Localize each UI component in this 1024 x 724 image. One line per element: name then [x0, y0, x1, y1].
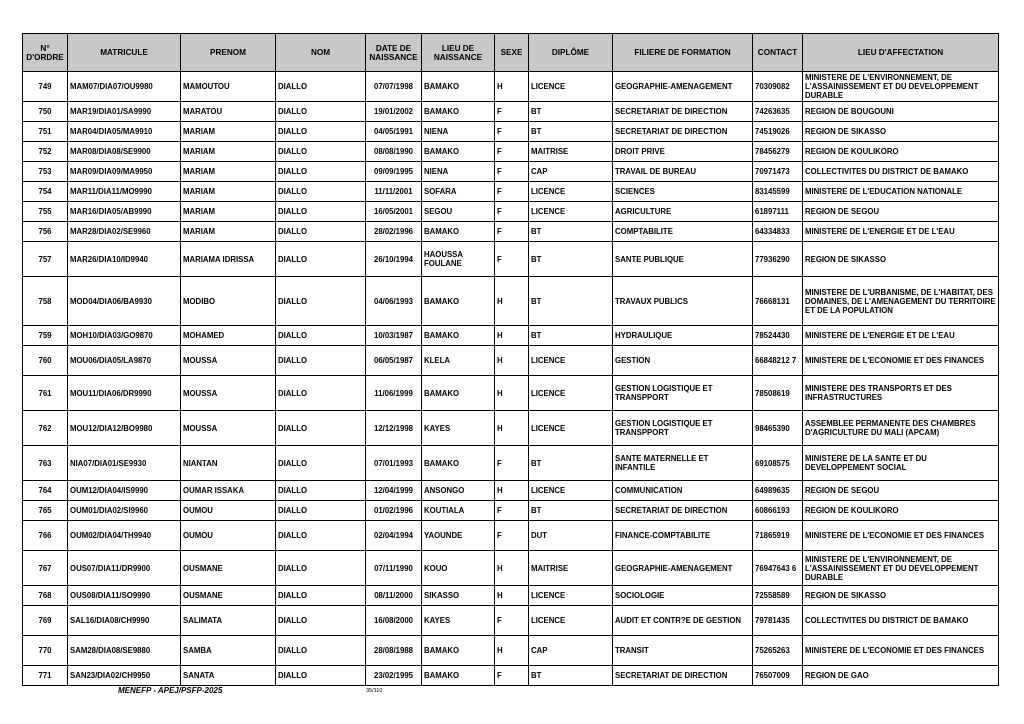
cell-sex: H: [495, 551, 529, 586]
header-prenom: PRENOM: [181, 34, 276, 72]
cell-order: 760: [23, 346, 68, 376]
cell-prenom: SALIMATA: [181, 606, 276, 636]
cell-birth-date: 12/12/1998: [366, 411, 422, 446]
cell-matricule: MOU06/DIA05/LA9870: [68, 346, 181, 376]
cell-sex: H: [495, 72, 529, 102]
header-diploma: DIPLÔME: [529, 34, 613, 72]
cell-contact: 66848212 7: [753, 346, 803, 376]
cell-assignment-place: MINISTERE DE L'ENVIRONNEMENT, DE L'ASSAINISSEMENT ET DU DEVELOPPEMENT DURABLE: [803, 72, 999, 102]
cell-sex: H: [495, 586, 529, 606]
cell-nom: DIALLO: [276, 606, 366, 636]
cell-sex: H: [495, 326, 529, 346]
cell-sex: F: [495, 142, 529, 162]
cell-contact: 83145599: [753, 182, 803, 202]
cell-matricule: OUM02/DIA04/TH9940: [68, 521, 181, 551]
cell-diploma: LICENCE: [529, 411, 613, 446]
cell-diploma: LICENCE: [529, 606, 613, 636]
cell-training-field: DROIT PRIVE: [613, 142, 753, 162]
table-row: [23, 666, 999, 686]
cell-prenom: OUSMANE: [181, 551, 276, 586]
cell-diploma: LICENCE: [529, 72, 613, 102]
cell-prenom: MARIAMA IDRISSA: [181, 242, 276, 277]
cell-order: 766: [23, 521, 68, 551]
cell-matricule: SAM28/DIA08/SE9880: [68, 636, 181, 666]
cell-training-field: COMPTABILITE: [613, 222, 753, 242]
cell-contact: 72558589: [753, 586, 803, 606]
table-row: [23, 606, 999, 636]
cell-sex: F: [495, 606, 529, 636]
cell-sex: F: [495, 501, 529, 521]
cell-training-field: HYDRAULIQUE: [613, 326, 753, 346]
cell-assignment-place: MINISTERE DE L'ECONOMIE ET DES FINANCES: [803, 636, 999, 666]
cell-nom: DIALLO: [276, 481, 366, 501]
cell-training-field: SOCIOLOGIE: [613, 586, 753, 606]
cell-birth-place: KAYES: [422, 411, 495, 446]
cell-training-field: AGRICULTURE: [613, 202, 753, 222]
cell-diploma: BT: [529, 222, 613, 242]
table-row: [23, 586, 999, 606]
cell-assignment-place: MINISTERE DE L'ECONOMIE ET DES FINANCES: [803, 521, 999, 551]
table-row: [23, 446, 999, 481]
cell-training-field: GEOGRAPHIE-AMENAGEMENT: [613, 72, 753, 102]
header-matricule: MATRICULE: [68, 34, 181, 72]
cell-matricule: OUM01/DIA02/SI9960: [68, 501, 181, 521]
table-row: [23, 521, 999, 551]
cell-sex: F: [495, 182, 529, 202]
cell-nom: DIALLO: [276, 182, 366, 202]
cell-nom: DIALLO: [276, 326, 366, 346]
cell-birth-place: BAMAKO: [422, 376, 495, 411]
cell-assignment-place: MINISTERE DE L'EDUCATION NATIONALE: [803, 182, 999, 202]
table-row: [23, 346, 999, 376]
cell-prenom: MARIAM: [181, 182, 276, 202]
cell-birth-date: 04/06/1993: [366, 277, 422, 326]
cell-sex: F: [495, 242, 529, 277]
cell-order: 767: [23, 551, 68, 586]
table-body: [23, 72, 999, 686]
cell-contact: 78508619: [753, 376, 803, 411]
cell-matricule: OUS08/DIA11/SO9990: [68, 586, 181, 606]
cell-training-field: TRAVAUX PUBLICS: [613, 277, 753, 326]
cell-matricule: MAR28/DIA02/SE9960: [68, 222, 181, 242]
cell-contact: 77936290: [753, 242, 803, 277]
cell-birth-place: BAMAKO: [422, 666, 495, 686]
cell-matricule: MOH10/DIA03/GO9870: [68, 326, 181, 346]
cell-prenom: MARIAM: [181, 122, 276, 142]
cell-nom: DIALLO: [276, 72, 366, 102]
cell-diploma: MAITRISE: [529, 142, 613, 162]
cell-assignment-place: REGION DE SEGOU: [803, 481, 999, 501]
header-nom: NOM: [276, 34, 366, 72]
cell-birth-place: BAMAKO: [422, 326, 495, 346]
cell-sex: H: [495, 636, 529, 666]
cell-diploma: LICENCE: [529, 346, 613, 376]
cell-matricule: MOU11/DIA06/DR9990: [68, 376, 181, 411]
table-row: [23, 242, 999, 277]
cell-assignment-place: REGION DE BOUGOUNI: [803, 102, 999, 122]
cell-contact: 64334833: [753, 222, 803, 242]
cell-birth-date: 28/02/1996: [366, 222, 422, 242]
cell-matricule: MOU12/DIA12/BO9980: [68, 411, 181, 446]
cell-assignment-place: REGION DE KOULIKORO: [803, 142, 999, 162]
cell-birth-place: SIKASSO: [422, 586, 495, 606]
cell-contact: 74519026: [753, 122, 803, 142]
cell-order: 750: [23, 102, 68, 122]
cell-contact: 64989635: [753, 481, 803, 501]
cell-diploma: BT: [529, 102, 613, 122]
cell-training-field: SECRETARIAT DE DIRECTION: [613, 122, 753, 142]
cell-assignment-place: REGION DE GAO: [803, 666, 999, 686]
cell-birth-date: 11/06/1999: [366, 376, 422, 411]
cell-birth-date: 28/08/1988: [366, 636, 422, 666]
header-birth-place: LIEU DE NAISSANCE: [422, 34, 495, 72]
assignment-table-sheet: [22, 33, 998, 686]
cell-order: 753: [23, 162, 68, 182]
cell-diploma: BT: [529, 666, 613, 686]
cell-contact: 70971473: [753, 162, 803, 182]
cell-order: 770: [23, 636, 68, 666]
cell-contact: 60866193: [753, 501, 803, 521]
cell-assignment-place: MINISTERE DE LA SANTE ET DU DEVELOPPEMENT SOCIAL: [803, 446, 999, 481]
cell-birth-place: BAMAKO: [422, 72, 495, 102]
cell-order: 763: [23, 446, 68, 481]
cell-sex: H: [495, 346, 529, 376]
cell-prenom: MARIAM: [181, 202, 276, 222]
cell-diploma: LICENCE: [529, 586, 613, 606]
cell-diploma: BT: [529, 446, 613, 481]
cell-prenom: MARIAM: [181, 142, 276, 162]
cell-diploma: BT: [529, 326, 613, 346]
table-row: [23, 277, 999, 326]
cell-order: 765: [23, 501, 68, 521]
cell-training-field: GEOGRAPHIE-AMENAGEMENT: [613, 551, 753, 586]
cell-assignment-place: MINISTERE DE L'ECONOMIE ET DES FINANCES: [803, 346, 999, 376]
table-row: [23, 636, 999, 666]
cell-nom: DIALLO: [276, 636, 366, 666]
cell-contact: 76947643 6: [753, 551, 803, 586]
cell-training-field: AUDIT ET CONTR?E DE GESTION: [613, 606, 753, 636]
cell-training-field: TRANSIT: [613, 636, 753, 666]
cell-assignment-place: COLLECTIVITES DU DISTRICT DE BAMAKO: [803, 162, 999, 182]
cell-assignment-place: MINISTERE DE L'ENERGIE ET DE L'EAU: [803, 222, 999, 242]
cell-prenom: NIANTAN: [181, 446, 276, 481]
table-row: [23, 202, 999, 222]
cell-order: 759: [23, 326, 68, 346]
table-row: [23, 376, 999, 411]
cell-birth-date: 04/05/1991: [366, 122, 422, 142]
cell-prenom: MAMOUTOU: [181, 72, 276, 102]
cell-assignment-place: ASSEMBLEE PERMANENTE DES CHAMBRES D'AGRICULTURE DU MALI (APCAM): [803, 411, 999, 446]
cell-matricule: MAR26/DIA10/ID9940: [68, 242, 181, 277]
cell-order: 751: [23, 122, 68, 142]
cell-birth-place: SEGOU: [422, 202, 495, 222]
cell-order: 752: [23, 142, 68, 162]
cell-nom: DIALLO: [276, 551, 366, 586]
cell-sex: F: [495, 202, 529, 222]
header-training-field: FILIERE DE FORMATION: [613, 34, 753, 72]
cell-sex: H: [495, 481, 529, 501]
cell-birth-date: 26/10/1994: [366, 242, 422, 277]
cell-order: 755: [23, 202, 68, 222]
cell-training-field: GESTION: [613, 346, 753, 376]
cell-prenom: OUMOU: [181, 501, 276, 521]
cell-diploma: BT: [529, 277, 613, 326]
cell-assignment-place: MINISTERE DE L'ENERGIE ET DE L'EAU: [803, 326, 999, 346]
cell-birth-place: BAMAKO: [422, 222, 495, 242]
table-row: [23, 182, 999, 202]
cell-sex: F: [495, 446, 529, 481]
table-row: [23, 326, 999, 346]
cell-prenom: SAMBA: [181, 636, 276, 666]
cell-birth-place: YAOUNDE: [422, 521, 495, 551]
cell-nom: DIALLO: [276, 277, 366, 326]
cell-contact: 70309082: [753, 72, 803, 102]
cell-nom: DIALLO: [276, 411, 366, 446]
cell-assignment-place: COLLECTIVITES DU DISTRICT DE BAMAKO: [803, 606, 999, 636]
cell-nom: DIALLO: [276, 142, 366, 162]
cell-assignment-place: MINISTERE DES TRANSPORTS ET DES INFRASTRUCTURES: [803, 376, 999, 411]
cell-contact: 78524430: [753, 326, 803, 346]
cell-assignment-place: REGION DE SIKASSO: [803, 586, 999, 606]
cell-assignment-place: MINISTERE DE L'URBANISME, DE L'HABITAT, DES DOMAINES, DE L'AMENAGEMENT DU TERRITOIRE ET DE LA POPULATION: [803, 277, 999, 326]
cell-order: 757: [23, 242, 68, 277]
cell-birth-date: 07/01/1993: [366, 446, 422, 481]
cell-training-field: SECRETARIAT DE DIRECTION: [613, 501, 753, 521]
cell-prenom: OUMAR ISSAKA: [181, 481, 276, 501]
cell-birth-place: NIENA: [422, 162, 495, 182]
cell-nom: DIALLO: [276, 242, 366, 277]
cell-training-field: FINANCE-COMPTABILITE: [613, 521, 753, 551]
page-number: 35/110: [366, 688, 383, 694]
cell-birth-date: 11/11/2001: [366, 182, 422, 202]
cell-diploma: BT: [529, 501, 613, 521]
cell-prenom: OUSMANE: [181, 586, 276, 606]
cell-nom: DIALLO: [276, 102, 366, 122]
cell-birth-place: KLELA: [422, 346, 495, 376]
cell-matricule: MAR04/DIA05/MA9910: [68, 122, 181, 142]
cell-birth-date: 16/05/2001: [366, 202, 422, 222]
cell-matricule: OUS07/DIA11/DR9900: [68, 551, 181, 586]
cell-diploma: BT: [529, 122, 613, 142]
cell-sex: H: [495, 376, 529, 411]
cell-nom: DIALLO: [276, 666, 366, 686]
table-row: [23, 222, 999, 242]
cell-prenom: MARATOU: [181, 102, 276, 122]
cell-birth-place: SOFARA: [422, 182, 495, 202]
cell-matricule: SAL16/DIA08/CH9990: [68, 606, 181, 636]
cell-diploma: DUT: [529, 521, 613, 551]
table-row: [23, 162, 999, 182]
cell-birth-place: NIENA: [422, 122, 495, 142]
cell-nom: DIALLO: [276, 501, 366, 521]
cell-order: 764: [23, 481, 68, 501]
cell-diploma: BT: [529, 242, 613, 277]
cell-diploma: CAP: [529, 636, 613, 666]
cell-birth-date: 07/07/1998: [366, 72, 422, 102]
table-row: [23, 122, 999, 142]
cell-birth-place: KOUO: [422, 551, 495, 586]
cell-prenom: SANATA: [181, 666, 276, 686]
header-assignment-place: LIEU D'AFFECTATION: [803, 34, 999, 72]
cell-prenom: MARIAM: [181, 222, 276, 242]
cell-training-field: COMMUNICATION: [613, 481, 753, 501]
cell-birth-place: KAYES: [422, 606, 495, 636]
cell-diploma: LICENCE: [529, 376, 613, 411]
header-birth-date: DATE DE NAISSANCE: [366, 34, 422, 72]
cell-nom: DIALLO: [276, 376, 366, 411]
cell-training-field: GESTION LOGISTIQUE ET TRANSPPORT: [613, 376, 753, 411]
cell-birth-date: 06/05/1987: [366, 346, 422, 376]
cell-order: 756: [23, 222, 68, 242]
cell-nom: DIALLO: [276, 162, 366, 182]
cell-order: 758: [23, 277, 68, 326]
cell-order: 771: [23, 666, 68, 686]
table-row: [23, 551, 999, 586]
cell-matricule: MAR19/DIA01/SA9990: [68, 102, 181, 122]
cell-birth-date: 02/04/1994: [366, 521, 422, 551]
cell-birth-place: BAMAKO: [422, 446, 495, 481]
cell-nom: DIALLO: [276, 521, 366, 551]
assignment-table: [22, 33, 999, 686]
cell-training-field: SANTE MATERNELLE ET INFANTILE: [613, 446, 753, 481]
cell-contact: 79781435: [753, 606, 803, 636]
cell-diploma: LICENCE: [529, 182, 613, 202]
cell-nom: DIALLO: [276, 202, 366, 222]
cell-contact: 76668131: [753, 277, 803, 326]
cell-birth-place: BAMAKO: [422, 142, 495, 162]
cell-matricule: OUM12/DIA04/IS9990: [68, 481, 181, 501]
cell-birth-date: 16/08/2000: [366, 606, 422, 636]
cell-sex: F: [495, 122, 529, 142]
cell-contact: 78456279: [753, 142, 803, 162]
cell-birth-date: 23/02/1995: [366, 666, 422, 686]
cell-birth-date: 08/11/2000: [366, 586, 422, 606]
cell-birth-place: BAMAKO: [422, 277, 495, 326]
table-row: [23, 481, 999, 501]
cell-matricule: MAR11/DIA11/MO9990: [68, 182, 181, 202]
cell-nom: DIALLO: [276, 122, 366, 142]
cell-assignment-place: REGION DE SEGOU: [803, 202, 999, 222]
cell-matricule: SAN23/DIA02/CH9950: [68, 666, 181, 686]
cell-birth-date: 10/03/1987: [366, 326, 422, 346]
cell-nom: DIALLO: [276, 586, 366, 606]
table-row: [23, 142, 999, 162]
cell-sex: F: [495, 521, 529, 551]
cell-birth-date: 08/08/1990: [366, 142, 422, 162]
table-row: [23, 501, 999, 521]
cell-order: 769: [23, 606, 68, 636]
cell-order: 754: [23, 182, 68, 202]
cell-contact: 69108575: [753, 446, 803, 481]
cell-prenom: MARIAM: [181, 162, 276, 182]
cell-prenom: MOUSSA: [181, 411, 276, 446]
cell-training-field: TRAVAIL DE BUREAU: [613, 162, 753, 182]
cell-order: 749: [23, 72, 68, 102]
cell-contact: 75265263: [753, 636, 803, 666]
cell-nom: DIALLO: [276, 222, 366, 242]
cell-training-field: SANTE PUBLIQUE: [613, 242, 753, 277]
cell-matricule: MAR16/DIA05/AB9990: [68, 202, 181, 222]
cell-training-field: SECRETARIAT DE DIRECTION: [613, 102, 753, 122]
header-sex: SEXE: [495, 34, 529, 72]
cell-prenom: OUMOU: [181, 521, 276, 551]
cell-birth-place: BAMAKO: [422, 102, 495, 122]
cell-order: 768: [23, 586, 68, 606]
cell-contact: 74263635: [753, 102, 803, 122]
cell-assignment-place: REGION DE SIKASSO: [803, 122, 999, 142]
header-contact: CONTACT: [753, 34, 803, 72]
cell-diploma: LICENCE: [529, 481, 613, 501]
cell-training-field: GESTION LOGISTIQUE ET TRANSPPORT: [613, 411, 753, 446]
table-row: [23, 72, 999, 102]
cell-matricule: MOD04/DIA06/BA9930: [68, 277, 181, 326]
cell-birth-date: 01/02/1996: [366, 501, 422, 521]
cell-birth-place: HAOUSSA FOULANE: [422, 242, 495, 277]
cell-sex: F: [495, 162, 529, 182]
cell-birth-place: BAMAKO: [422, 636, 495, 666]
cell-birth-date: 19/01/2002: [366, 102, 422, 122]
cell-matricule: MAR09/DIA09/MA9950: [68, 162, 181, 182]
table-row: [23, 411, 999, 446]
cell-contact: 98465390: [753, 411, 803, 446]
cell-diploma: CAP: [529, 162, 613, 182]
cell-prenom: MOHAMED: [181, 326, 276, 346]
cell-matricule: MAM07/DIA07/OU9980: [68, 72, 181, 102]
cell-nom: DIALLO: [276, 346, 366, 376]
cell-diploma: MAITRISE: [529, 551, 613, 586]
table-row: [23, 102, 999, 122]
cell-prenom: MOUSSA: [181, 346, 276, 376]
cell-diploma: LICENCE: [529, 202, 613, 222]
cell-contact: 61897111: [753, 202, 803, 222]
cell-matricule: MAR08/DIA08/SE9900: [68, 142, 181, 162]
cell-birth-date: 12/04/1999: [366, 481, 422, 501]
cell-contact: 76507009: [753, 666, 803, 686]
cell-birth-place: ANSONGO: [422, 481, 495, 501]
cell-matricule: NIA07/DIA01/SE9930: [68, 446, 181, 481]
cell-sex: H: [495, 411, 529, 446]
cell-training-field: SCIENCES: [613, 182, 753, 202]
table-header-row: [23, 34, 999, 72]
cell-sex: F: [495, 222, 529, 242]
cell-prenom: MODIBO: [181, 277, 276, 326]
footer-reference: MENEFP - APEJ/PSFP-2025: [118, 686, 223, 695]
header-order: N° D'ORDRE: [23, 34, 68, 72]
cell-birth-place: KOUTIALA: [422, 501, 495, 521]
cell-sex: F: [495, 102, 529, 122]
cell-nom: DIALLO: [276, 446, 366, 481]
cell-prenom: MOUSSA: [181, 376, 276, 411]
cell-contact: 71865919: [753, 521, 803, 551]
cell-assignment-place: REGION DE SIKASSO: [803, 242, 999, 277]
cell-birth-date: 07/11/1990: [366, 551, 422, 586]
cell-sex: F: [495, 666, 529, 686]
cell-order: 761: [23, 376, 68, 411]
cell-order: 762: [23, 411, 68, 446]
cell-training-field: SECRETARIAT DE DIRECTION: [613, 666, 753, 686]
cell-birth-date: 09/09/1995: [366, 162, 422, 182]
cell-sex: H: [495, 277, 529, 326]
cell-assignment-place: REGION DE KOULIKORO: [803, 501, 999, 521]
cell-assignment-place: MINISTERE DE L'ENVIRONNEMENT, DE L'ASSAINISSEMENT ET DU DEVELOPPEMENT DURABLE: [803, 551, 999, 586]
